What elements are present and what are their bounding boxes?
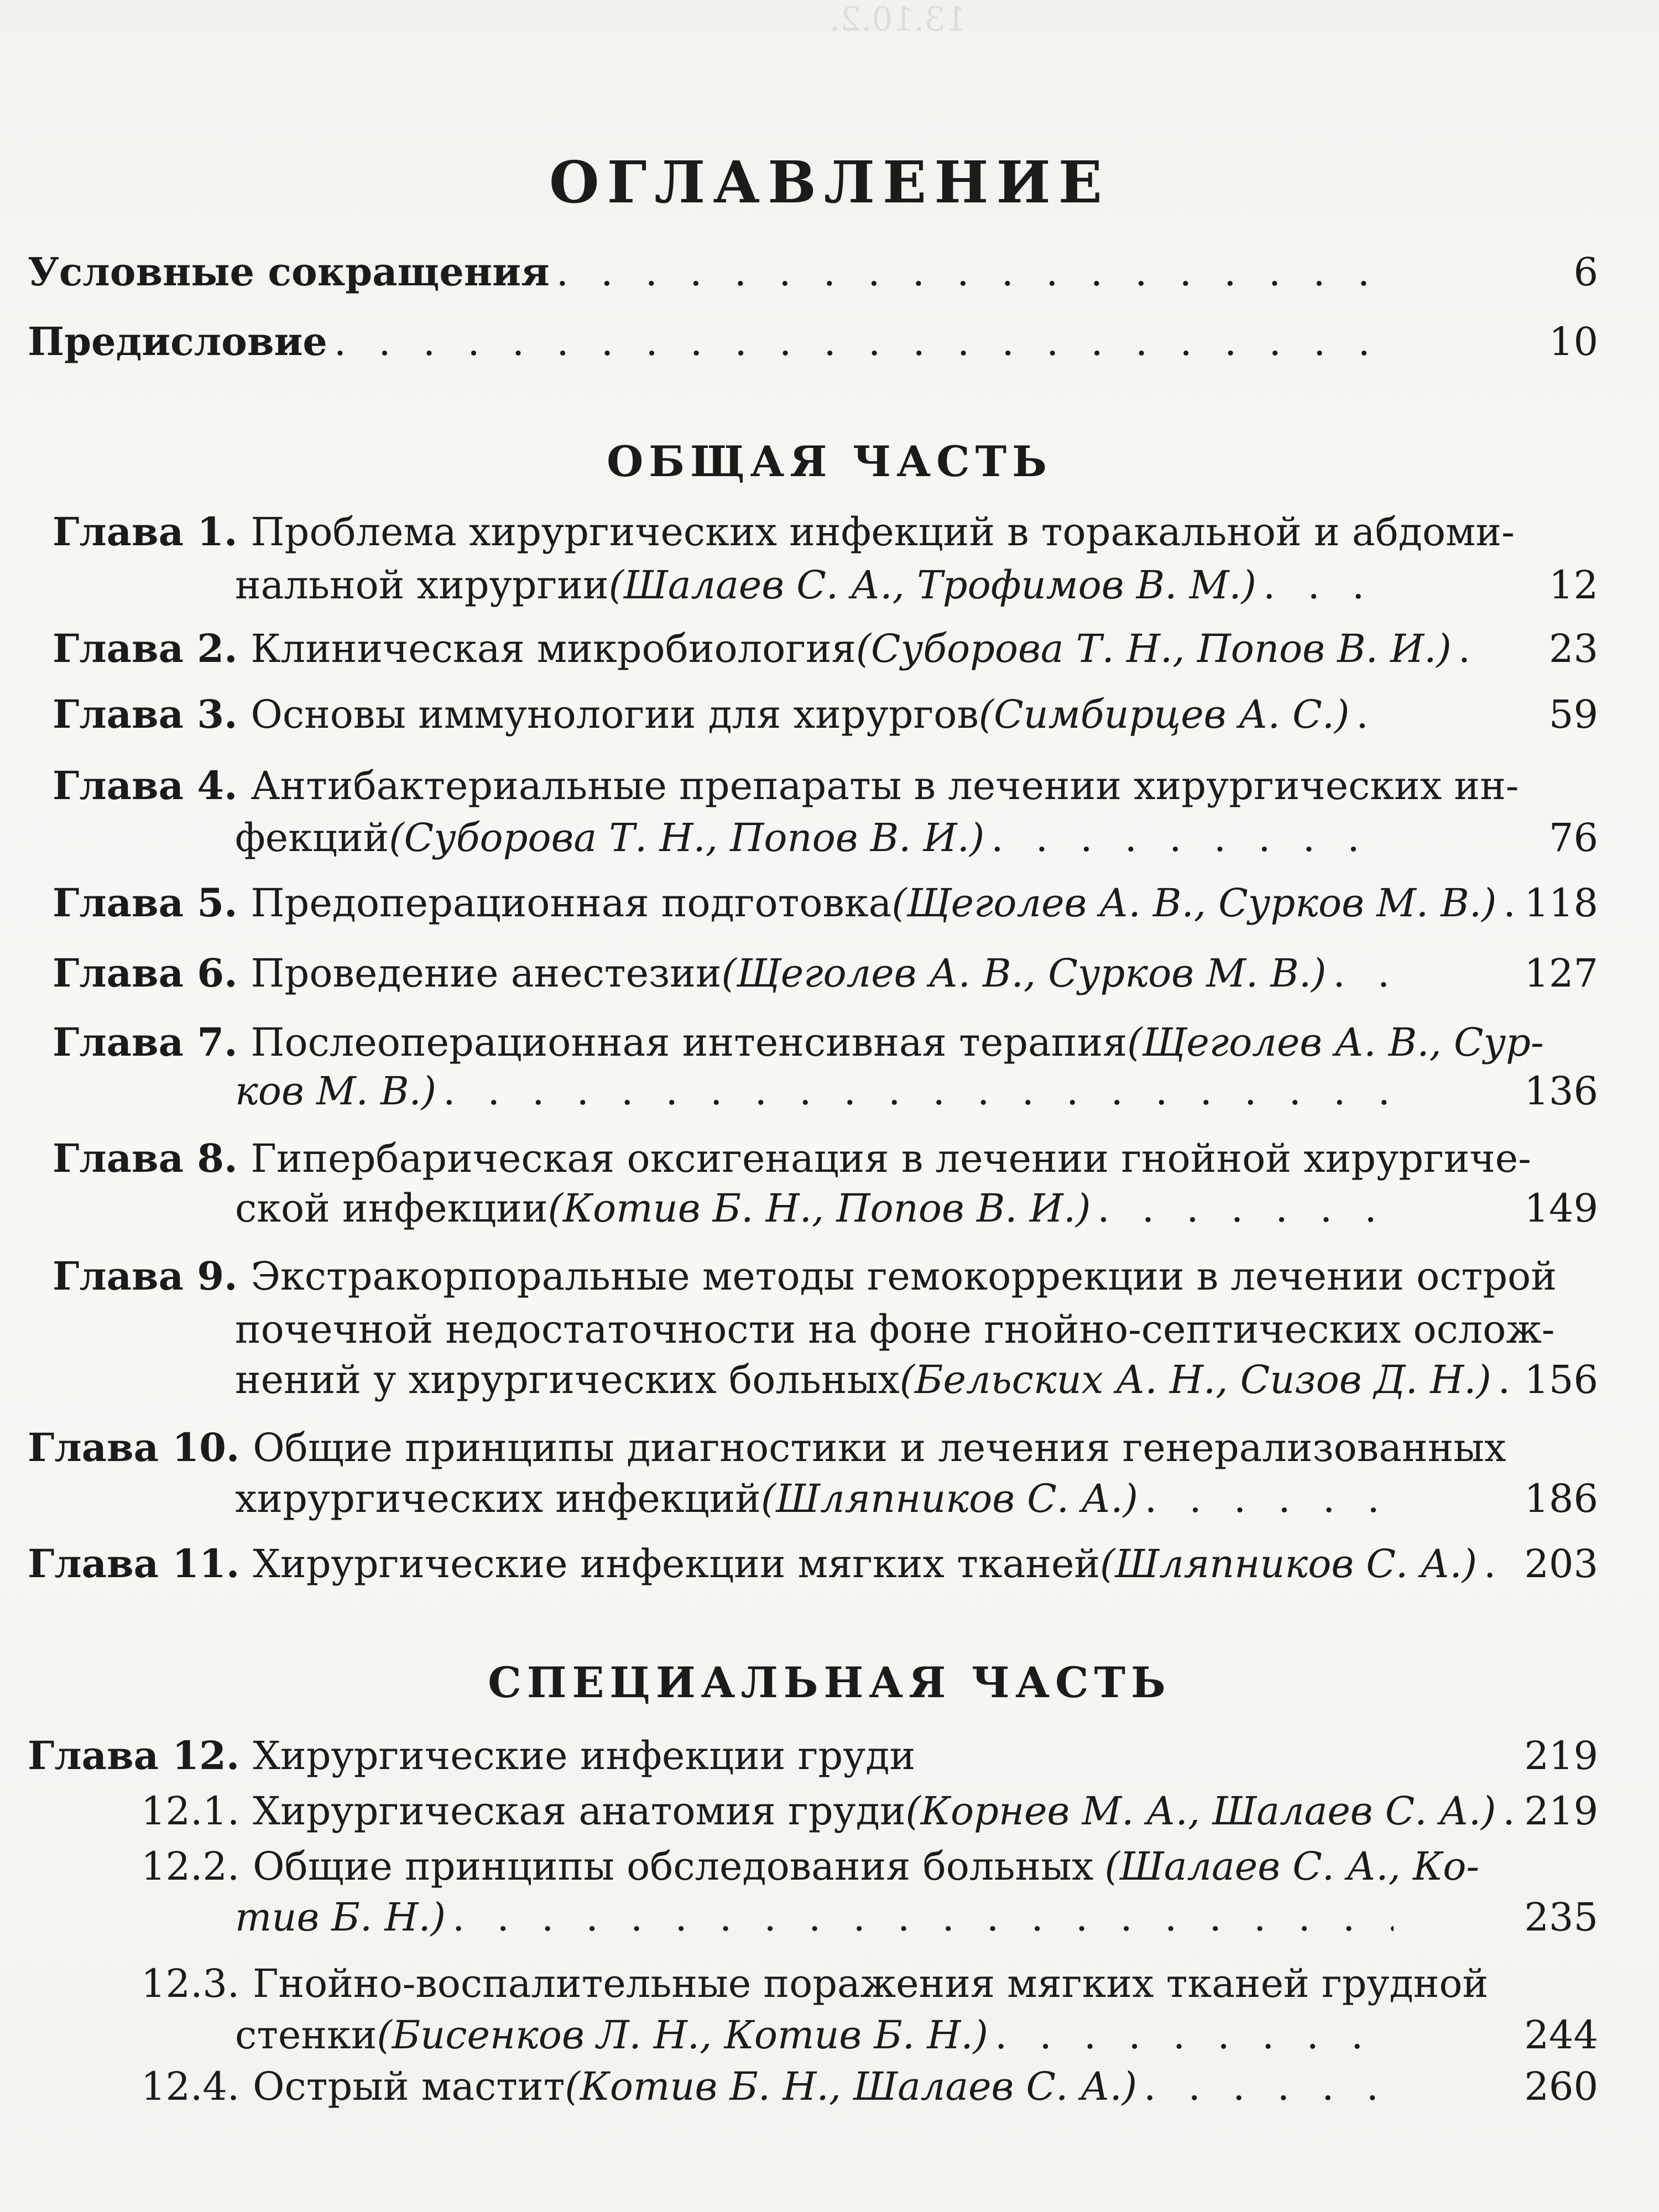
chapter-title-cont: хирургических инфекций bbox=[235, 1476, 761, 1521]
chapter-authors: (Щеголев А. В., Сур- bbox=[1127, 1020, 1544, 1065]
leader-dots bbox=[1138, 1468, 1394, 1529]
chapter-title: Хирургические инфекции груди bbox=[253, 1733, 916, 1778]
section-title: Общие принципы обследования больных bbox=[253, 1844, 1094, 1889]
toc-entry-preface bbox=[28, 311, 1394, 372]
chapter-title-cont: ской инфекции bbox=[235, 1186, 548, 1231]
chapter-title: Клиническая микробиология bbox=[251, 626, 856, 671]
page-number: 219 bbox=[1524, 1788, 1598, 1834]
page-number: 260 bbox=[1524, 2064, 1598, 2109]
section-authors-cont: тив Б. Н.) bbox=[235, 1895, 446, 1940]
leader-dots bbox=[1091, 1178, 1394, 1239]
leader-dots bbox=[984, 807, 1394, 868]
section-title-cont: стенки bbox=[235, 2012, 377, 2058]
toc-entry-chapter-10-cont bbox=[235, 1468, 1394, 1529]
section-title: Хирургическая анатомия груди bbox=[253, 1788, 906, 1834]
chapter-authors: (Щеголев А. В., Сурков М. В.) bbox=[721, 951, 1327, 996]
chapter-authors: (Щеголев А. В., Сурков М. В.) bbox=[891, 880, 1497, 926]
toc-entry-chapter-2 bbox=[53, 618, 1452, 679]
show-through-text: 13.10.2. bbox=[830, 0, 967, 39]
leader-dots bbox=[1326, 943, 1394, 1004]
chapter-title-cont: нальной хирургии bbox=[235, 562, 609, 608]
toc-entry-12-1 bbox=[141, 1781, 1496, 1841]
chapter-authors-cont: ков М. В.) bbox=[235, 1068, 437, 1114]
chapter-label: Глава 2. bbox=[53, 625, 238, 671]
page-number: 76 bbox=[1548, 815, 1598, 860]
leader-dots bbox=[327, 311, 1394, 372]
page-number: 59 bbox=[1548, 692, 1598, 737]
leader-dots bbox=[550, 242, 1394, 302]
chapter-authors: (Шалаев С. А., Трофимов В. М.) bbox=[608, 562, 1256, 608]
leader-dots bbox=[1256, 555, 1394, 615]
section-title: Острый мастит bbox=[253, 2064, 565, 2109]
toc-entry-chapter-8-cont bbox=[235, 1178, 1394, 1239]
leader-dots bbox=[1137, 2056, 1394, 2117]
chapter-label: Глава 3. bbox=[53, 691, 238, 737]
section-heading-special: СПЕЦИАЛЬНАЯ ЧАСТЬ bbox=[488, 1658, 1171, 1707]
page-number: 10 bbox=[1548, 319, 1598, 364]
toc-entry-chapter-5 bbox=[53, 873, 1497, 933]
page-number: 244 bbox=[1524, 2012, 1598, 2058]
chapter-label: Глава 4. bbox=[53, 763, 238, 808]
chapter-label: Глава 7. bbox=[53, 1019, 238, 1065]
chapter-label: Глава 9. bbox=[53, 1253, 238, 1299]
toc-entry-chapter-3 bbox=[53, 684, 1394, 745]
chapter-title: Общие принципы диагностики и лечения генерализованных bbox=[253, 1425, 1506, 1470]
page-number: 203 bbox=[1524, 1541, 1598, 1587]
chapter-label: Глава 8. bbox=[53, 1135, 238, 1181]
chapter-title: Основы иммунологии для хирургов bbox=[251, 692, 979, 737]
entry-label: Условные сокращения bbox=[28, 249, 550, 295]
chapter-title-cont: почечной недостаточности на фоне гнойно-септических ослож- bbox=[235, 1307, 1555, 1352]
section-authors: (Котив Б. Н., Шалаев С. А.) bbox=[565, 2064, 1138, 2109]
chapter-title-cont: фекций bbox=[235, 815, 389, 860]
chapter-title: Экстракорпоральные методы гемокоррекции в лечении острой bbox=[251, 1254, 1557, 1299]
entry-label: Предисловие bbox=[28, 319, 327, 364]
chapter-authors: (Суборова Т. Н., Попов В. И.) bbox=[855, 626, 1452, 671]
toc-entry-12-4 bbox=[141, 2056, 1394, 2117]
toc-entry-chapter-6 bbox=[53, 943, 1394, 1004]
page-number: 23 bbox=[1548, 626, 1598, 671]
section-number: 12.4. bbox=[141, 2064, 240, 2109]
chapter-label: Глава 12. bbox=[28, 1733, 240, 1778]
chapter-title: Хирургические инфекции мягких тканей bbox=[253, 1541, 1100, 1587]
leader-dots bbox=[446, 1887, 1394, 1948]
toc-entry-chapter-7-cont bbox=[235, 1061, 1394, 1121]
toc-entry-chapter-1-cont bbox=[235, 555, 1394, 615]
chapter-authors: (Суборова Т. Н., Попов В. И.) bbox=[389, 815, 985, 860]
page-number: 156 bbox=[1524, 1357, 1598, 1402]
page-number: 186 bbox=[1524, 1476, 1598, 1521]
chapter-title: Проблема хирургических инфекций в торакальной и абдоми- bbox=[251, 509, 1515, 555]
chapter-authors: (Бельских А. Н., Сизов Д. Н.) bbox=[899, 1357, 1491, 1402]
chapter-title: Предоперационная подготовка bbox=[251, 880, 892, 926]
chapter-label: Глава 1. bbox=[53, 509, 238, 555]
leader-dots bbox=[1349, 684, 1394, 745]
toc-entry-abbreviations bbox=[28, 242, 1394, 302]
page-number: 149 bbox=[1524, 1186, 1598, 1231]
toc-entry-chapter-4-cont bbox=[235, 807, 1394, 868]
chapter-authors: (Симбирцев А. С.) bbox=[978, 692, 1350, 737]
chapter-title-cont: нений у хирургических больных bbox=[235, 1357, 900, 1402]
section-number: 12.1. bbox=[141, 1788, 240, 1834]
chapter-label: Глава 11. bbox=[28, 1541, 240, 1587]
toc-entry-chapter-12 bbox=[28, 1725, 1394, 1786]
chapter-title: Гипербарическая оксигенация в лечении гнойной хирургиче- bbox=[251, 1136, 1531, 1181]
section-number: 12.2. bbox=[141, 1844, 240, 1889]
chapter-label: Глава 10. bbox=[28, 1425, 240, 1470]
section-title: Гнойно-воспалительные поражения мягких тканей грудной bbox=[253, 1961, 1489, 2006]
page-title: ОГЛАВЛЕНИЕ bbox=[549, 148, 1110, 216]
page-number: 118 bbox=[1524, 880, 1598, 926]
chapter-title: Антибактериальные препараты в лечении хирургических ин- bbox=[251, 763, 1519, 808]
chapter-authors: (Котив Б. Н., Попов В. И.) bbox=[547, 1186, 1091, 1231]
chapter-title: Послеоперационная интенсивная терапия bbox=[251, 1020, 1128, 1065]
toc-entry-chapter-9 bbox=[53, 1246, 1557, 1307]
toc-entry-chapter-1 bbox=[53, 502, 1515, 562]
chapter-title: Проведение анестезии bbox=[251, 951, 722, 996]
page-number: 219 bbox=[1524, 1733, 1598, 1778]
section-authors: (Корнев М. А., Шалаев С. А.) bbox=[905, 1788, 1496, 1834]
toc-entry-chapter-9-cont2 bbox=[235, 1349, 1491, 1410]
page-number: 6 bbox=[1573, 249, 1598, 295]
leader-dots bbox=[436, 1061, 1394, 1121]
chapter-label: Глава 5. bbox=[53, 880, 238, 926]
page-number: 127 bbox=[1524, 951, 1598, 996]
section-number: 12.3. bbox=[141, 1961, 240, 2006]
chapter-authors: (Шляпников С. А.) bbox=[760, 1476, 1138, 1521]
chapter-authors: (Шляпников С. А.) bbox=[1100, 1541, 1477, 1587]
section-authors: (Бисенков Л. Н., Котив Б. Н.) bbox=[377, 2012, 988, 2058]
page-number: 235 bbox=[1524, 1895, 1598, 1940]
toc-entry-12-2-cont bbox=[235, 1887, 1394, 1948]
page-number: 12 bbox=[1548, 562, 1598, 608]
chapter-label: Глава 6. bbox=[53, 950, 238, 996]
section-heading-general: ОБЩАЯ ЧАСТЬ bbox=[607, 437, 1052, 486]
section-authors: (Шалаев С. А., Ко- bbox=[1104, 1844, 1479, 1889]
page-number: 136 bbox=[1524, 1068, 1598, 1114]
toc-entry-chapter-11 bbox=[28, 1533, 1477, 1594]
